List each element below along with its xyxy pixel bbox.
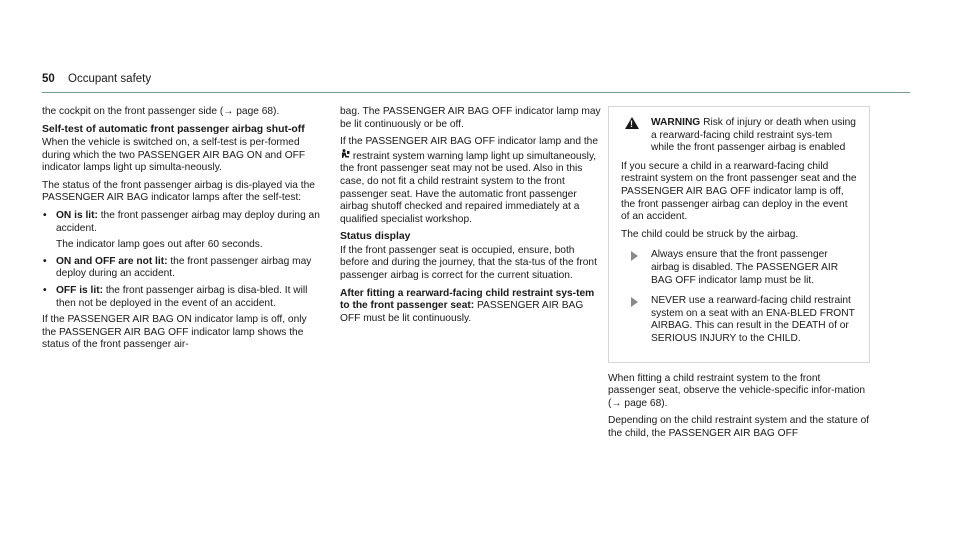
paragraph: If the front passenger seat is occupied, ensure, both before and during the journey, that the sta-tus of the front passenger airbag is correct for the current situation. <box>340 244 597 281</box>
bullet-lead: OFF is lit: <box>56 284 103 296</box>
step-text: Always ensure that the front passenger airbag is disabled. The PASSENGER AIR BAG OFF indicator lamp must be lit. <box>651 249 839 286</box>
bullet-icon: • <box>43 284 47 296</box>
column-right <box>608 106 870 445</box>
bullet-text: the front passenger airbag may deploy during an accident. <box>56 255 312 280</box>
warning-step <box>621 295 857 345</box>
seatbelt-airbag-warning-icon <box>340 149 350 160</box>
warning-header <box>621 117 857 155</box>
step-text: NEVER use a rearward-facing child restraint system on a seat with an ENA-BLED FRONT AIRBAG. This can result in the DEATH of or SERIOUS INJURY to the CHILD. <box>651 295 855 344</box>
bullet-lead: ON and OFF are not lit: <box>56 255 168 267</box>
bullet-icon: • <box>43 255 47 267</box>
heading-status-display: Status display <box>340 231 411 243</box>
column-left <box>42 106 320 357</box>
arrow-right-icon <box>631 297 638 307</box>
paragraph: When fitting a child restraint system to the front passenger seat, observe the vehicle-specific infor-mation (→ page 68). <box>608 372 866 409</box>
heading-self-test: Self-test of automatic front passenger airbag shut-off <box>42 123 305 135</box>
warning-triangle-icon <box>625 117 639 129</box>
paragraph: The status of the front passenger airbag is dis-played via the PASSENGER AIR BAG indicator lamps after the self-test: <box>42 179 315 204</box>
paragraph: If the PASSENGER AIR BAG ON indicator lamp is off, only the PASSENGER AIR BAG OFF indicator lamp shows the status of the front passenger air- <box>42 314 307 351</box>
heading-after-fitting: After fitting a rearward-facing child restraint sys-tem to the front passenger seat: <box>340 287 595 312</box>
bullet-icon: • <box>43 209 47 221</box>
warning-paragraph: The child could be struck by the airbag. <box>621 228 799 240</box>
warning-step <box>621 249 857 287</box>
warning-label: WARNING <box>651 117 701 128</box>
arrow-right-icon <box>631 251 638 261</box>
page-header <box>42 73 151 85</box>
warning-box <box>608 106 870 363</box>
paragraph-part: restraint system warning lamp light up simultaneously, the front passenger seat may not be used. Also in this case, do not fit a child restraint system to the front passenger seat. Have the automatic front passenger airbag shutoff checked and repaired immediately at a qualified specialist workshop. <box>340 150 597 225</box>
warning-paragraph: If you secure a child in a rearward-facing child restraint system on the front passenger seat and the PASSENGER AIR BAG OFF indicator lamp is off, the front passenger airbag can deploy in the event of an accident. <box>621 160 857 223</box>
paragraph-part: If the PASSENGER AIR BAG OFF indicator lamp and the <box>340 136 598 148</box>
bullet-text: the front passenger airbag may deploy during an accident. <box>56 209 320 234</box>
section-title: Occupant safety <box>68 73 152 85</box>
header-divider <box>42 92 910 93</box>
list-item <box>42 285 320 310</box>
column-middle <box>340 106 602 330</box>
paragraph: When the vehicle is switched on, a self-test is per-formed during which the two PASSENGER AIR BAG ON and OFF indicator lamps light up simulta-neously. <box>42 137 306 174</box>
paragraph <box>340 288 602 326</box>
page-number: 50 <box>42 73 55 85</box>
list-item <box>42 256 320 281</box>
paragraph: the cockpit on the front passenger side (→ page 68). <box>42 106 280 117</box>
list-item <box>42 210 320 235</box>
bullet-text: the front passenger airbag is disa-bled. It will then not be deployed in the event of an accident. <box>56 284 308 309</box>
warning-title: Risk of injury or death when using a rearward-facing child restraint sys-tem while the front passenger airbag is enabled <box>651 117 856 154</box>
paragraph <box>340 136 602 226</box>
paragraph: Depending on the child restraint system and the stature of the child, the PASSENGER AIR BAG OFF <box>608 415 870 439</box>
paragraph-part: PASSENGER AIR BAG OFF must be lit continuously. <box>340 300 584 324</box>
paragraph: bag. The PASSENGER AIR BAG OFF indicator lamp may be lit continuously or be off. <box>340 106 601 130</box>
bullet-lead: ON is lit: <box>56 209 98 221</box>
bullet-note: The indicator lamp goes out after 60 seconds. <box>56 239 263 251</box>
